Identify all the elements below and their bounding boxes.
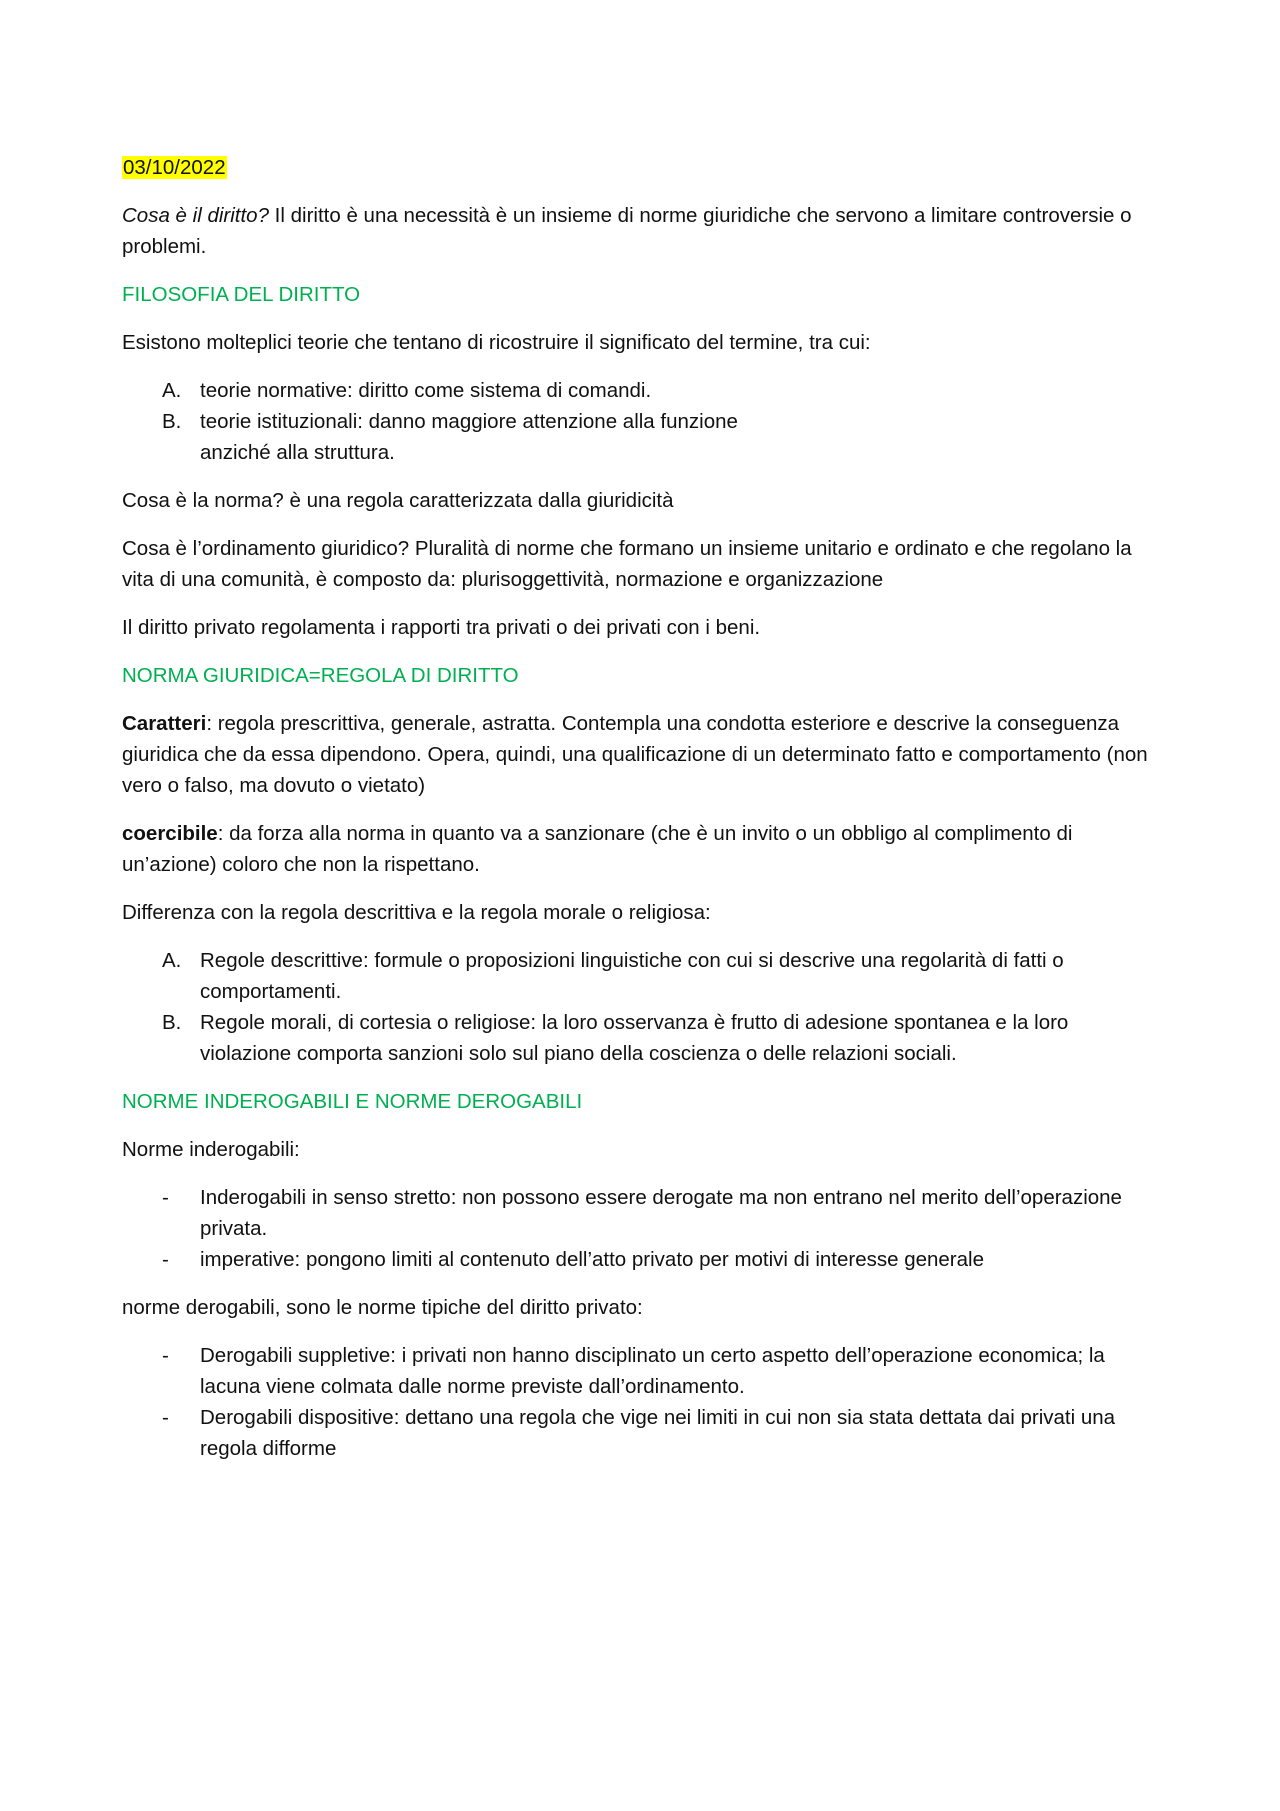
list-item-text: Inderogabili in senso stretto: non possono essere derogate ma non entrano nel merito dell’operazione privata. [200,1186,1122,1240]
list-item [122,1340,1162,1402]
date-line [122,152,1162,183]
derogabili-list [122,1340,1162,1464]
list-item-text: imperative: pongono limiti al contenuto dell’atto privato per motivi di interesse generale [200,1248,984,1271]
list-item [122,945,1162,1007]
caratteri-text: : regola prescrittiva, generale, astratta. Contempla una condotta esteriore e descrive la conseguenza giuridica che da essa dipendono. Opera, quindi, una qualificazione di un determinato fatto e comportamento (non vero o falso, ma dovuto o vietato) [122,712,1148,797]
regole-list [122,945,1162,1069]
norma-paragraph: Cosa è la norma? è una regola caratterizzata dalla giuridicità [122,489,674,512]
list-item [122,1007,1162,1069]
list-item [122,406,1162,468]
list-item [122,1244,1162,1275]
list-marker: - [162,1248,169,1271]
caratteri-label: Caratteri [122,712,207,735]
inderogabili-list [122,1182,1162,1275]
list-item-text-cont: anziché alla struttura. [200,441,395,464]
intro-question: Cosa è il diritto? [122,204,269,227]
intro-paragraph [122,200,1162,262]
coercibile-label: coercibile [122,822,218,845]
privato-paragraph: Il diritto privato regolamenta i rapporti tra privati o dei privati con i beni. [122,616,761,639]
list-marker: - [162,1186,169,1209]
list-marker: - [162,1406,169,1429]
list-item-text: Regole descrittive: formule o proposizioni linguistiche con cui si descrive una regolarità di fatti o comportamenti. [200,949,1064,1003]
list-item-text: Regole morali, di cortesia o religiose: la loro osservanza è frutto di adesione spontanea e la loro violazione comporta sanzioni solo sul piano della coscienza o delle relazioni sociali. [200,1011,1069,1065]
section-heading-norme-derogabili: NORME INDEROGABILI E NORME DEROGABILI [122,1090,583,1113]
section-heading-norma-giuridica: NORMA GIURIDICA=REGOLA DI DIRITTO [122,664,519,687]
list-marker: A. [162,379,182,402]
list-marker: B. [162,1011,182,1034]
list-item [122,375,1162,406]
list-item-text: teorie istituzionali: danno maggiore attenzione alla funzione [200,410,738,433]
section1-lead: Esistono molteplici teorie che tentano di ricostruire il significato del termine, tra cui: [122,331,871,354]
list-marker: - [162,1344,169,1367]
coercibile-text: : da forza alla norma in quanto va a sanzionare (che è un invito o un obbligo al complimento di un’azione) coloro che non la rispettano. [122,822,1073,876]
ordinamento-paragraph: Cosa è l’ordinamento giuridico? Pluralità di norme che formano un insieme unitario e ordinato e che regolano la vita di una comunità, è composto da: plurisoggettività, normazione e organizzazione [122,537,1132,591]
section-heading-filosofia: FILOSOFIA DEL DIRITTO [122,283,361,306]
inderogabili-lead: Norme inderogabili: [122,1138,300,1161]
list-item-text: Derogabili dispositive: dettano una regola che vige nei limiti in cui non sia stata dettata dai privati una regola difforme [200,1406,1116,1460]
derogabili-lead: norme derogabili, sono le norme tipiche del diritto privato: [122,1296,643,1319]
date-highlight: 03/10/2022 [123,156,226,179]
list-item-text: teorie normative: diritto come sistema di comandi. [200,379,652,402]
list-marker: A. [162,949,182,972]
list-marker: B. [162,410,182,433]
list-item [122,1402,1162,1464]
differenza-paragraph: Differenza con la regola descrittiva e la regola morale o religiosa: [122,901,711,924]
theories-list [122,375,1162,468]
coercibile-paragraph [122,818,1162,880]
document-page [122,152,1162,1481]
list-item-text: Derogabili suppletive: i privati non hanno disciplinato un certo aspetto dell’operazione economica; la lacuna viene colmata dalle norme previste dall’ordinamento. [200,1344,1105,1398]
caratteri-paragraph [122,708,1162,801]
intro-answer: Il diritto è una necessità è un insieme di norme giuridiche che servono a limitare controversie o problemi. [122,204,1132,258]
list-item [122,1182,1162,1244]
